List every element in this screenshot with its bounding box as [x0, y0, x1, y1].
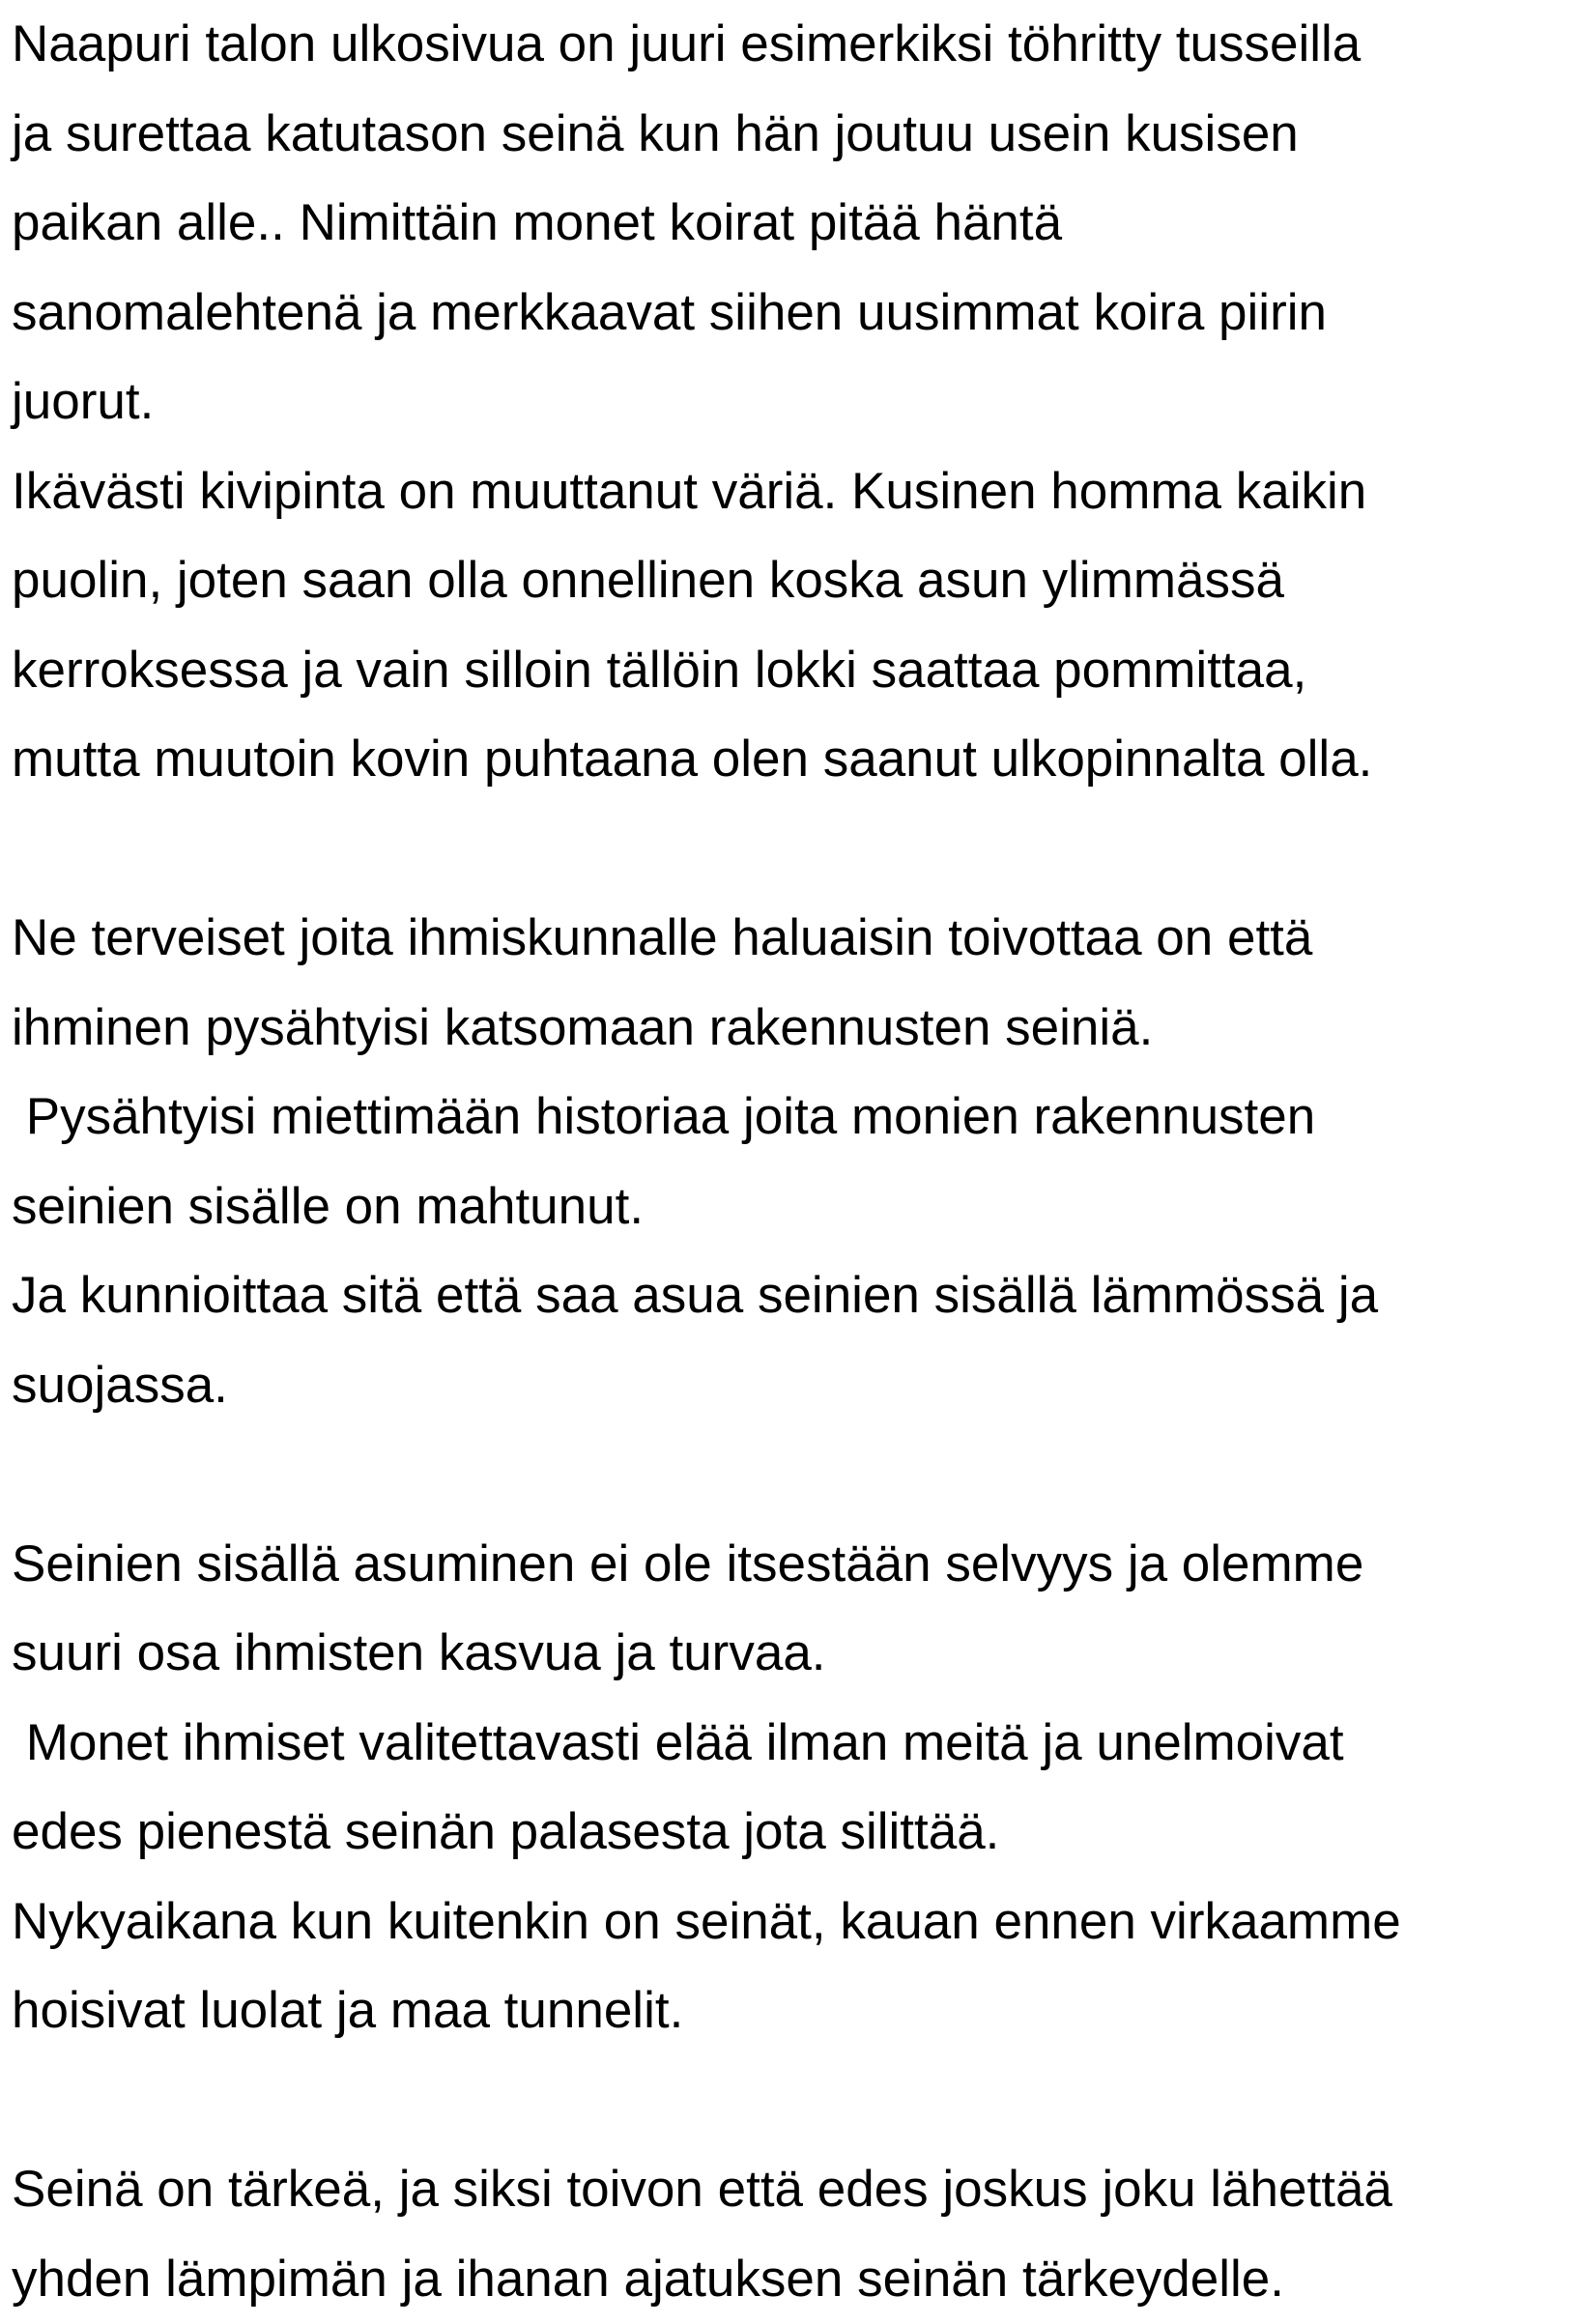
text-line: kerroksessa ja vain silloin tällöin lokki saattaa pommittaa,	[12, 626, 1567, 716]
paragraph-4	[12, 2145, 1567, 2324]
text-line: ja surettaa katutason seinä kun hän joutuu usein kusisen	[12, 90, 1567, 180]
text-line: edes pienestä seinän palasesta jota silittää.	[12, 1788, 1567, 1878]
text-line: Ne terveiset joita ihmiskunnalle haluaisin toivottaa on että	[12, 894, 1567, 984]
text-line: Seinien sisällä asuminen ei ole itsestään selvyys ja olemme	[12, 1520, 1567, 1610]
text-line: suuri osa ihmisten kasvua ja turvaa.	[12, 1609, 1567, 1699]
text-line: Ikävästi kivipinta on muuttanut väriä. Kusinen homma kaikin	[12, 447, 1567, 537]
text-line: mutta muutoin kovin puhtaana olen saanut ulkopinnalta olla.	[12, 715, 1567, 805]
paragraph-2	[12, 894, 1567, 1430]
paragraph-spacer	[12, 1430, 1567, 1520]
text-line: seinien sisälle on mahtunut.	[12, 1162, 1567, 1252]
text-line: paikan alle.. Nimittäin monet koirat pitää häntä	[12, 179, 1567, 269]
text-line: Seinä on tärkeä, ja siksi toivon että edes joskus joku lähettää	[12, 2145, 1567, 2235]
document-body	[12, 0, 1567, 2324]
text-line: Ja kunnioittaa sitä että saa asua seinien sisällä lämmössä ja	[12, 1251, 1567, 1341]
text-line: puolin, joten saan olla onnellinen koska asun ylimmässä	[12, 536, 1567, 626]
text-line: Nykyaikana kun kuitenkin on seinät, kauan ennen virkaamme	[12, 1878, 1567, 1967]
text-line: Pysähtyisi miettimään historiaa joita monien rakennusten	[12, 1073, 1567, 1162]
paragraph-1	[12, 0, 1567, 805]
text-line: ihminen pysähtyisi katsomaan rakennusten seiniä.	[12, 984, 1567, 1074]
text-line: hoisivat luolat ja maa tunnelit.	[12, 1966, 1567, 2056]
paragraph-3	[12, 1520, 1567, 2056]
text-line: juorut.	[12, 358, 1567, 447]
text-line: suojassa.	[12, 1341, 1567, 1431]
text-line: Naapuri talon ulkosivua on juuri esimerkiksi töhritty tusseilla	[12, 0, 1567, 90]
text-line: sanomalehtenä ja merkkaavat siihen uusimmat koira piirin	[12, 269, 1567, 359]
paragraph-spacer	[12, 805, 1567, 895]
paragraph-spacer	[12, 2056, 1567, 2146]
text-line: Monet ihmiset valitettavasti elää ilman meitä ja unelmoivat	[12, 1699, 1567, 1789]
text-line: yhden lämpimän ja ihanan ajatuksen seinän tärkeydelle.	[12, 2235, 1567, 2324]
